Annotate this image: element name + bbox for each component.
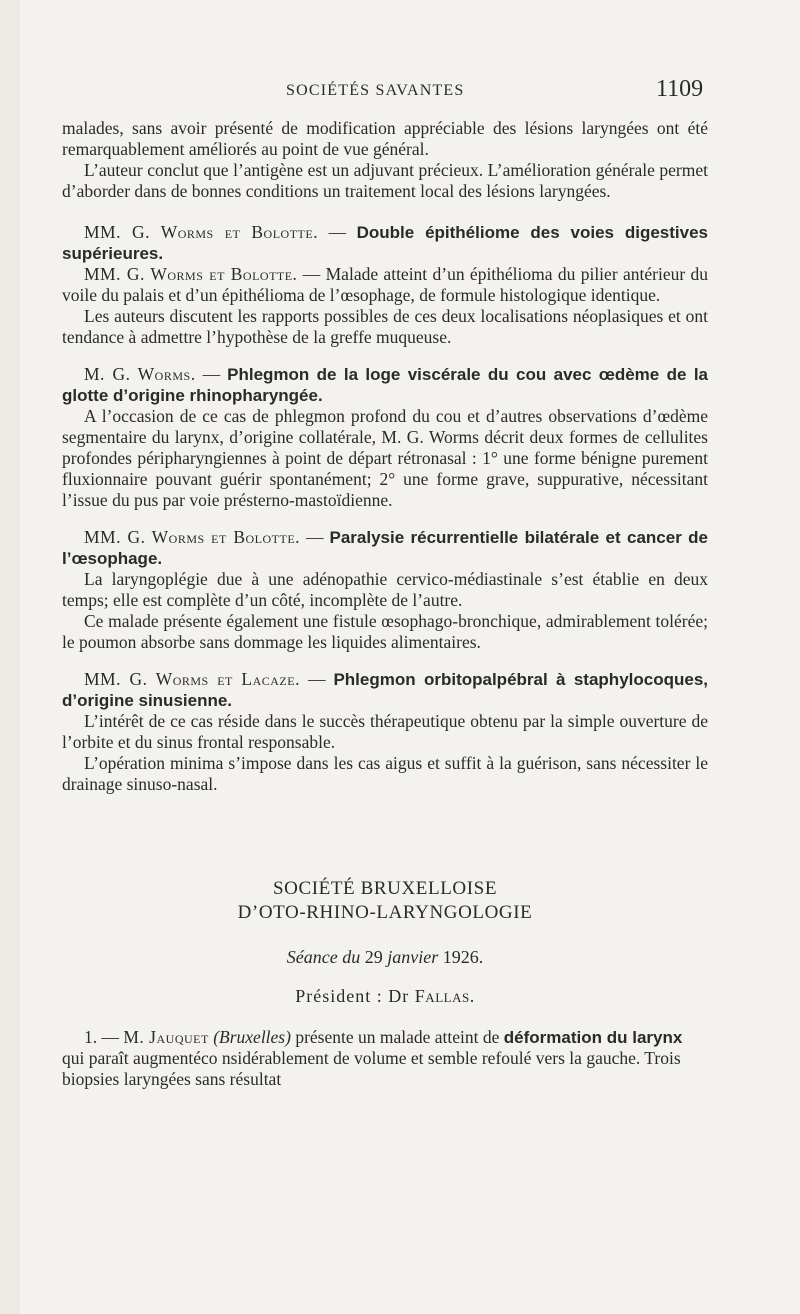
paragraph: La laryngoplégie due à une adénopathie cervico-médiastinale s’est établie en deux temps; elle est complète d’un côté, incomplète de l’autre. <box>62 569 708 610</box>
paragraph: L’opération minima s’impose dans les cas aigus et suffit à la guérison, sans nécessiter le drainage sinuso-nasal. <box>62 753 708 794</box>
society-heading <box>62 877 708 925</box>
communication-heading: MM. G. Worms et Lacaze. — Phlegmon orbitopalpébral à staphylocoques, d’origine sinusienne. <box>62 669 708 710</box>
paragraph: L’intérêt de ce cas réside dans le succès thérapeutique obtenu par la simple ouverture de l’orbite et du sinus frontal responsable. <box>62 711 708 752</box>
paragraph: malades, sans avoir présenté de modification appréciable des lésions laryngées ont été remarquablement améliorés au point de vue général. <box>62 118 708 159</box>
society-name-line2: D’OTO-RHINO-LARYNGOLOGIE <box>237 902 533 923</box>
authors: MM. G. Worms et Bolotte. <box>84 222 319 242</box>
final-communication <box>62 1027 708 1090</box>
communication-title: Phlegmon de la loge viscérale du cou avec œdème de la glotte d’origine rhinopharyngée. <box>62 365 708 405</box>
communication-title: Phlegmon orbitopalpébral à staphylocoques, d’origine sinusienne. <box>62 670 708 710</box>
paragraph: L’auteur conclut que l’antigène est un adjuvant précieux. L’amélioration générale permet d’aborder dans de bonnes conditions un traitement local des lésions laryngées. <box>62 160 708 201</box>
page-body <box>62 118 708 1090</box>
authors: M. Jauquet <box>123 1027 209 1047</box>
authors: MM. G. Worms et Bolotte. <box>84 527 301 547</box>
president-line: Président : Dr Fallas. <box>295 986 475 1006</box>
page-number: 1109 <box>656 76 704 102</box>
paragraph: 1. — M. Jauquet (Bruxelles) présente un malade atteint de déformation du larynx qui paraît augmentéco nsidérablement de volume et semble refoulé vers la gauche. Trois biopsies laryngées sans résultat <box>62 1027 683 1089</box>
communication-title: déformation du larynx <box>503 1028 683 1047</box>
authors: MM. G. Worms et Lacaze. <box>84 669 300 689</box>
running-header <box>20 76 800 106</box>
society-name-line1: SOCIÉTÉ BRUXELLOISE <box>272 878 498 899</box>
session-date: Séance du 29 janvier 1926. <box>286 947 484 967</box>
communication-title: Paralysie récurrentielle bilatérale et cancer de l’œsophage. <box>62 528 709 568</box>
paragraph: A l’occasion de ce cas de phlegmon profond du cou et d’autres observations d’œdème segmentaire du larynx, d’origine collatérale, M. G. Worms décrit deux formes de cellulites profondes péripharyngiennes à point de départ rétronasal : 1° une forme bénigne purement fluxionnaire pouvant guérir spontanément; 2° une forme grave, suppurative, nécessitant l’issue du pus par voie présterno-mastoïdienne. <box>62 406 708 510</box>
communication-title: Double épithéliome des voies digestives supérieures. <box>62 223 708 263</box>
paragraph: Les auteurs discutent les rapports possibles de ces deux localisations néoplasiques et ont tendance à admettre l’hypothèse de la greffe muqueuse. <box>62 306 708 347</box>
running-title: SOCIÉTÉS SAVANTES <box>286 82 465 99</box>
journal-page <box>20 0 800 1314</box>
paragraph: Ce malade présente également une fistule œsophago-bronchique, admirablement tolérée; le poumon absorbe sans dommage les liquides alimentaires. <box>62 611 708 652</box>
communication-heading: MM. G. Worms et Bolotte. — Paralysie récurrentielle bilatérale et cancer de l’œsophage. <box>62 527 709 568</box>
communication-heading: MM. G. Worms et Bolotte. — Double épithéliome des voies digestives supérieures. <box>62 222 708 263</box>
authors: M. G. Worms. <box>84 364 196 384</box>
communication-heading: M. G. Worms. — Phlegmon de la loge viscérale du cou avec œdème de la glotte d’origine rhinopharyngée. <box>62 364 708 405</box>
paragraph: MM. G. Worms et Bolotte. — Malade atteint d’un épithélioma du pilier antérieur du voile du palais et d’un épithélioma de l’œsophage, de formule histologique identique. <box>62 264 708 305</box>
